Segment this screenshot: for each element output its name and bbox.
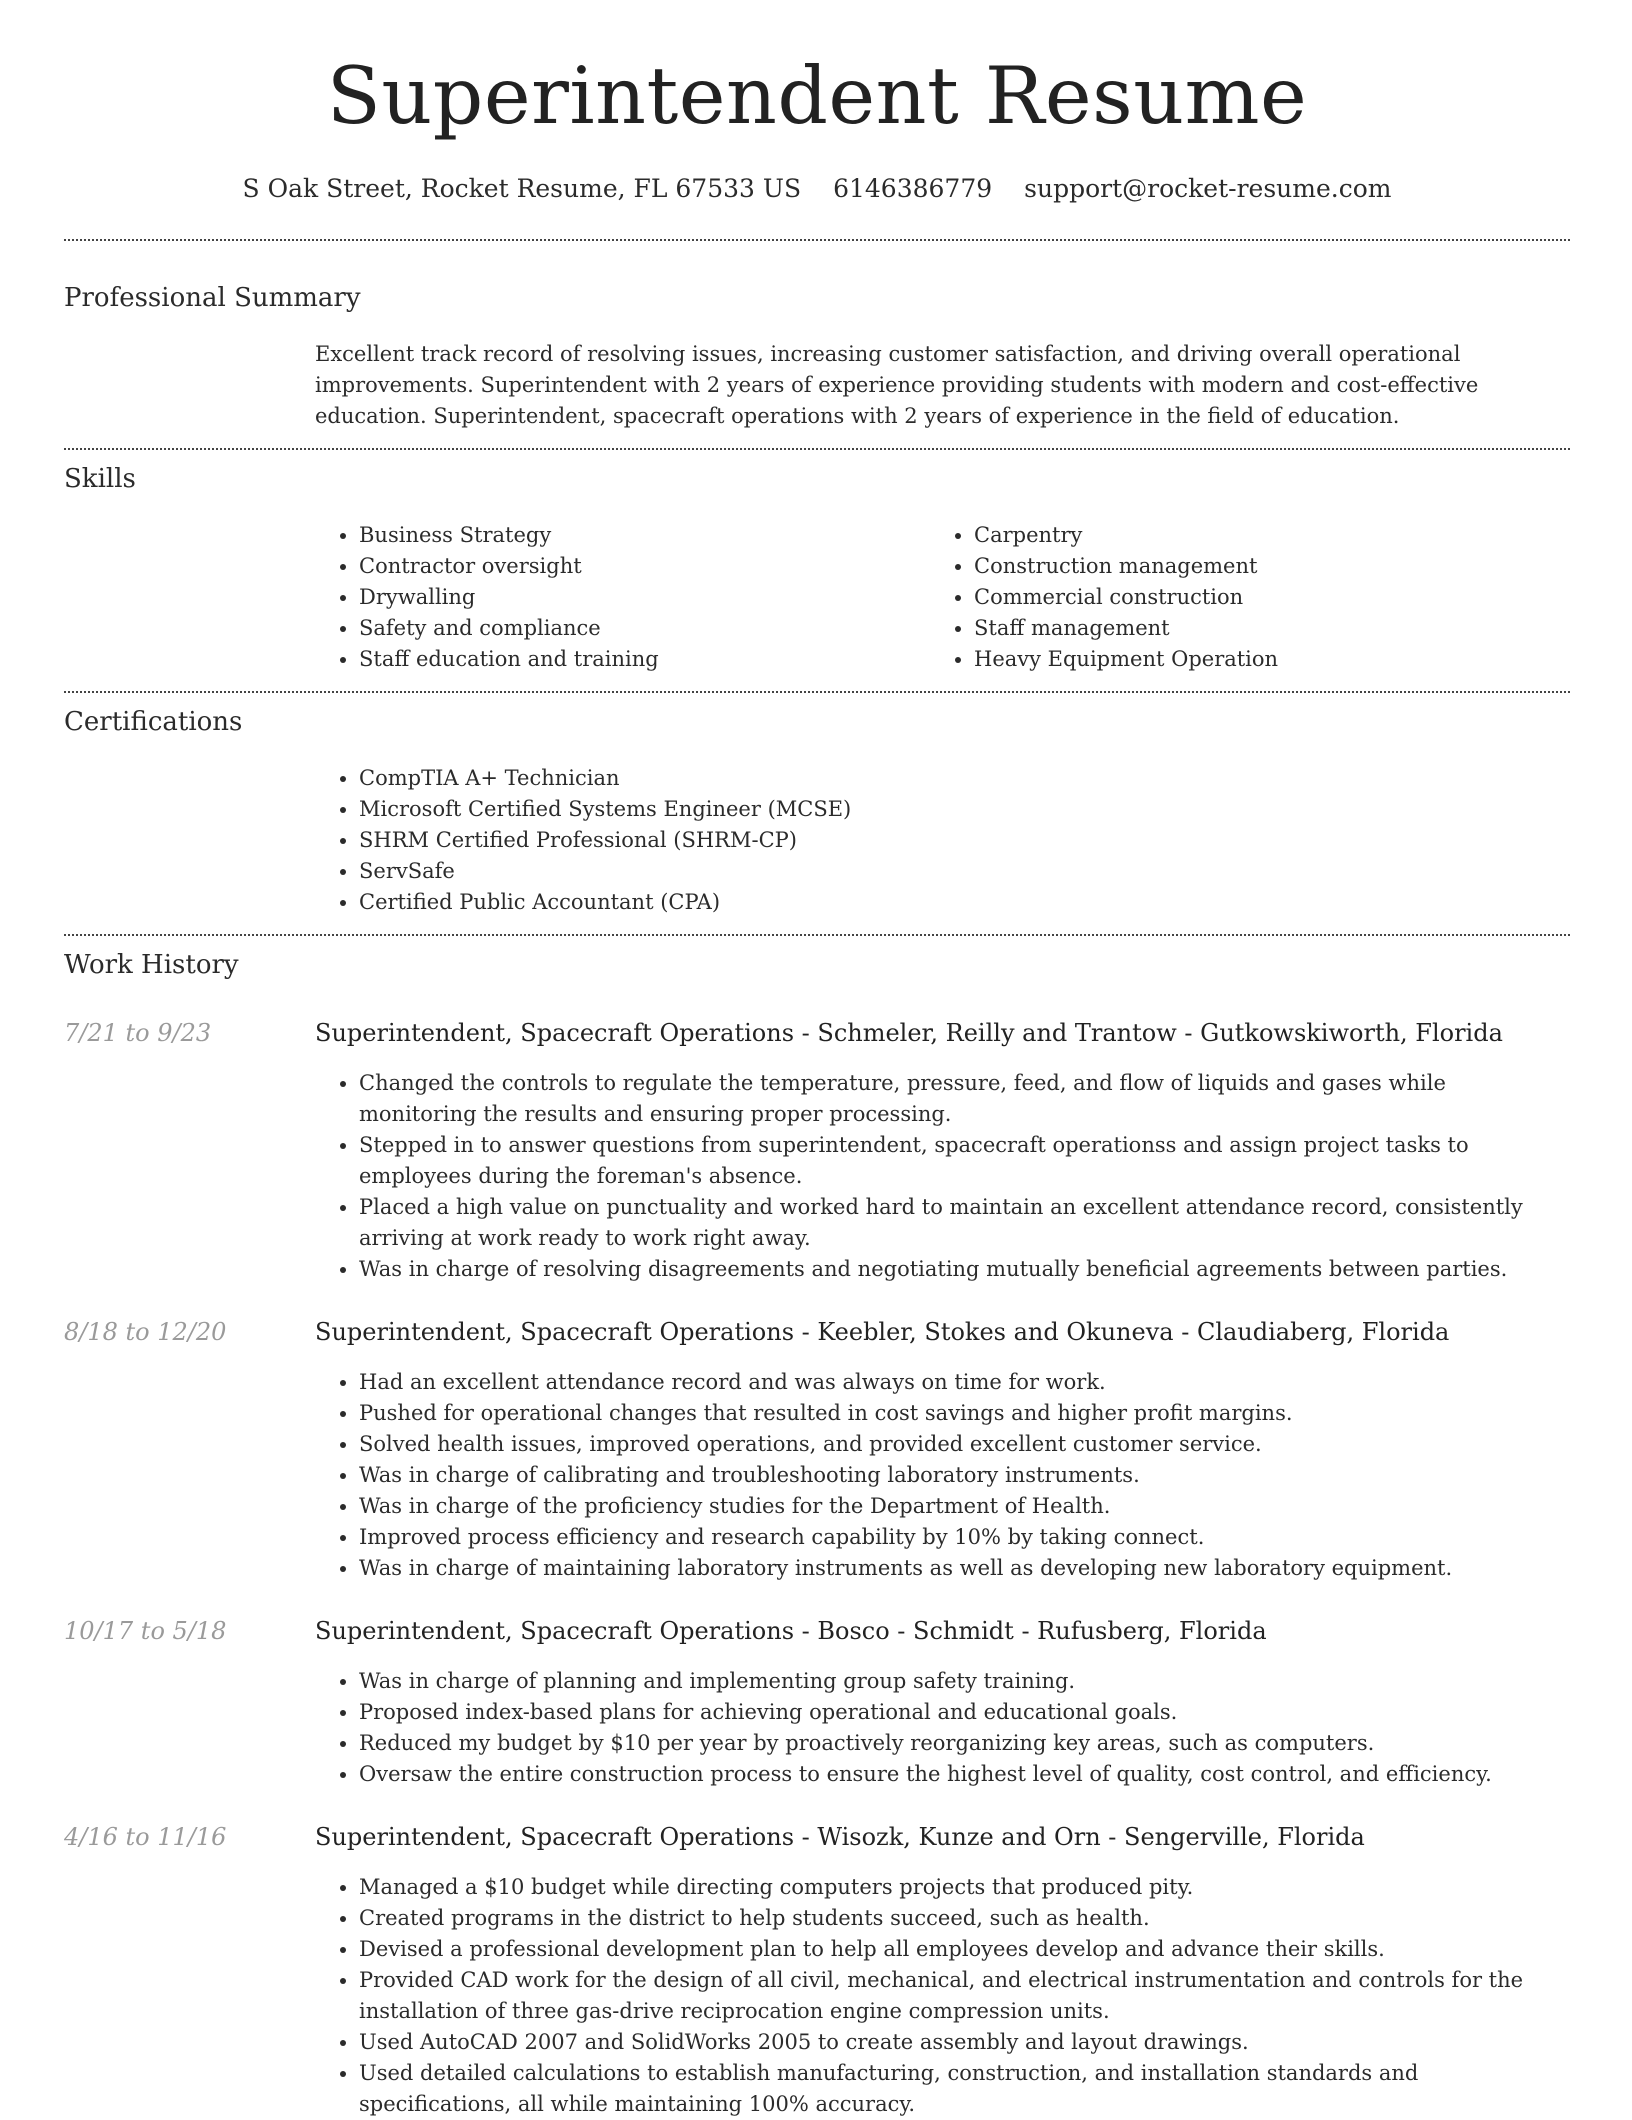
job-bullet: • Was in charge of planning and implementing group safety training. bbox=[359, 1666, 1570, 1697]
work-history-section bbox=[64, 950, 1570, 2120]
job-bullet: • Solved health issues, improved operations, and provided excellent customer service. bbox=[359, 1429, 1570, 1460]
job-bullet: • Was in charge of calibrating and troubleshooting laboratory instruments. bbox=[359, 1460, 1570, 1491]
skills-column-right bbox=[930, 520, 1545, 675]
job-bullet: • Provided CAD work for the design of all civil, mechanical, and electrical instrumentation and controls for the installation of three gas-drive reciprocation engine compression units. bbox=[359, 1965, 1570, 2027]
job-title: Superintendent, Spacecraft Operations - Bosco - Schmidt - Rufusberg, Florida bbox=[315, 1617, 1267, 1645]
job-bullet: • Devised a professional development plan to help all employees develop and advance their skills. bbox=[359, 1934, 1570, 1965]
skill-item: • Safety and compliance bbox=[359, 613, 930, 644]
job-bullet: • Placed a high value on punctuality and worked hard to maintain an excellent attendance record, consistently arriving at work ready to work right away. bbox=[359, 1192, 1570, 1254]
skill-item: • Heavy Equipment Operation bbox=[974, 644, 1545, 675]
job-entry bbox=[64, 1018, 1570, 1285]
resume-page bbox=[64, 0, 1570, 2120]
job-bullet: • Was in charge of maintaining laboratory instruments as well as developing new laboratory equipment. bbox=[359, 1553, 1570, 1584]
skill-item: • Staff education and training bbox=[359, 644, 930, 675]
job-dates: 10/17 to 5/18 bbox=[64, 1617, 227, 1645]
skills-heading: Skills bbox=[64, 464, 136, 494]
job-dates: 8/18 to 12/20 bbox=[64, 1318, 227, 1346]
certification-item: • SHRM Certified Professional (SHRM-CP) bbox=[359, 825, 1570, 856]
job-bullet: • Stepped in to answer questions from superintendent, spacecraft operationss and assign project tasks to employees during the foreman's absence. bbox=[359, 1130, 1570, 1192]
certifications-list bbox=[315, 763, 1570, 918]
skill-item: • Contractor oversight bbox=[359, 551, 930, 582]
skill-item: • Staff management bbox=[974, 613, 1545, 644]
skill-item: • Construction management bbox=[974, 551, 1545, 582]
job-bullets bbox=[315, 1872, 1570, 2120]
contact-address: S Oak Street, Rocket Resume, FL 67533 US bbox=[242, 174, 802, 203]
job-bullet: • Was in charge of the proficiency studies for the Department of Health. bbox=[359, 1491, 1570, 1522]
skill-item: • Business Strategy bbox=[359, 520, 930, 551]
job-bullet: • Created programs in the district to help students succeed, such as health. bbox=[359, 1903, 1570, 1934]
job-entry bbox=[64, 1822, 1570, 2120]
certifications-heading: Certifications bbox=[64, 707, 243, 737]
job-title: Superintendent, Spacecraft Operations - Schmeler, Reilly and Trantow - Gutkowskiworth, Florida bbox=[315, 1019, 1503, 1047]
job-bullet: • Reduced my budget by $10 per year by proactively reorganizing key areas, such as computers. bbox=[359, 1728, 1570, 1759]
job-bullet: • Had an excellent attendance record and was always on time for work. bbox=[359, 1367, 1570, 1398]
resume-title: Superintendent Resume bbox=[326, 50, 1308, 142]
header-divider bbox=[64, 239, 1570, 241]
summary-text: Excellent track record of resolving issues, increasing customer satisfaction, and driving overall operational improvements. Superintendent with 2 years of experience providing students with modern and cost-effective education. Superintendent, spacecraft operations with 2 years of experience in the field of education. bbox=[315, 342, 1479, 428]
contact-line bbox=[64, 174, 1570, 203]
skill-item: • Carpentry bbox=[974, 520, 1545, 551]
skill-item: • Commercial construction bbox=[974, 582, 1545, 613]
job-bullets bbox=[315, 1068, 1570, 1285]
job-bullet: • Used detailed calculations to establish manufacturing, construction, and installation standards and specifications, all while maintaining 100% accuracy. bbox=[359, 2058, 1570, 2120]
section-divider bbox=[64, 934, 1570, 936]
section-divider bbox=[64, 448, 1570, 450]
job-bullet: • Managed a $10 budget while directing computers projects that produced pity. bbox=[359, 1872, 1570, 1903]
skills-section bbox=[64, 464, 1570, 675]
skills-grid bbox=[315, 520, 1570, 675]
job-bullet: • Pushed for operational changes that resulted in cost savings and higher profit margins. bbox=[359, 1398, 1570, 1429]
job-bullet: • Oversaw the entire construction process to ensure the highest level of quality, cost control, and efficiency. bbox=[359, 1759, 1570, 1790]
job-title: Superintendent, Spacecraft Operations - Wisozk, Kunze and Orn - Sengerville, Florida bbox=[315, 1823, 1365, 1851]
certification-item: • CompTIA A+ Technician bbox=[359, 763, 1570, 794]
section-divider bbox=[64, 691, 1570, 693]
job-bullet: • Proposed index-based plans for achieving operational and educational goals. bbox=[359, 1697, 1570, 1728]
job-bullets bbox=[315, 1367, 1570, 1584]
job-dates: 4/16 to 11/16 bbox=[64, 1823, 227, 1851]
job-bullet: • Used AutoCAD 2007 and SolidWorks 2005 to create assembly and layout drawings. bbox=[359, 2027, 1570, 2058]
job-entry bbox=[64, 1616, 1570, 1790]
job-bullets bbox=[315, 1666, 1570, 1790]
certification-item: • ServSafe bbox=[359, 856, 1570, 887]
job-title: Superintendent, Spacecraft Operations - Keebler, Stokes and Okuneva - Claudiaberg, Florida bbox=[315, 1318, 1450, 1346]
job-dates: 7/21 to 9/23 bbox=[64, 1019, 212, 1047]
work-history-heading: Work History bbox=[64, 950, 239, 980]
certification-item: • Certified Public Accountant (CPA) bbox=[359, 887, 1570, 918]
job-bullet: • Was in charge of resolving disagreements and negotiating mutually beneficial agreements between parties. bbox=[359, 1254, 1570, 1285]
certifications-section bbox=[64, 707, 1570, 918]
certification-item: • Microsoft Certified Systems Engineer (MCSE) bbox=[359, 794, 1570, 825]
job-bullet: • Improved process efficiency and research capability by 10% by taking connect. bbox=[359, 1522, 1570, 1553]
summary-section bbox=[64, 283, 1570, 432]
job-entry bbox=[64, 1317, 1570, 1584]
summary-heading: Professional Summary bbox=[64, 283, 361, 313]
skill-item: • Drywalling bbox=[359, 582, 930, 613]
skills-column-left bbox=[315, 520, 930, 675]
job-bullet: • Changed the controls to regulate the temperature, pressure, feed, and flow of liquids and gases while monitoring the results and ensuring proper processing. bbox=[359, 1068, 1570, 1130]
contact-email[interactable]: support@rocket-resume.com bbox=[1024, 174, 1392, 203]
contact-phone[interactable]: 6146386779 bbox=[833, 174, 993, 203]
